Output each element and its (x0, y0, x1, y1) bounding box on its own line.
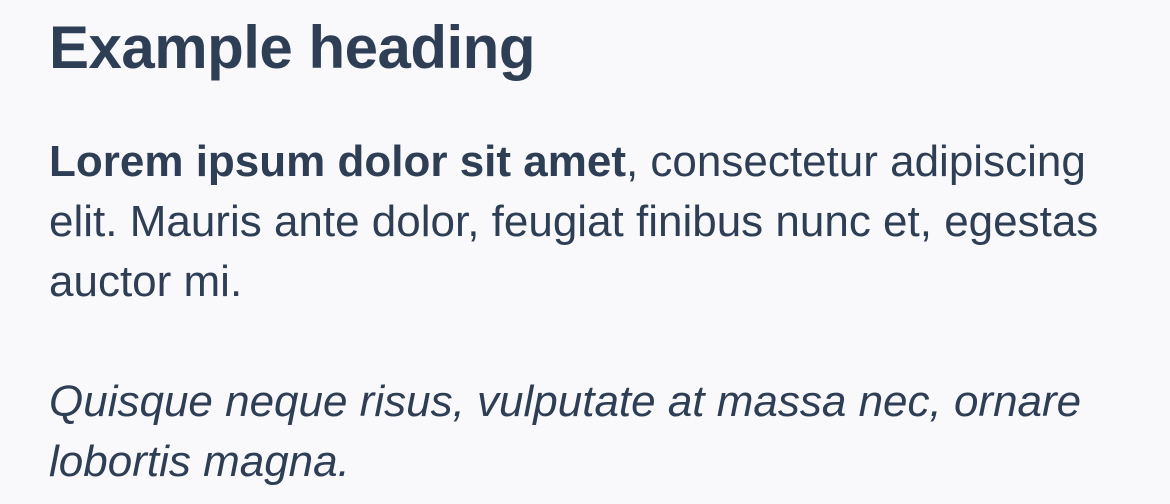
article (49, 0, 1149, 492)
intro-rest-text: , consectetur adipiscing elit. Mauris ante dolor, feugiat finibus nunc et, egestas auctor mi. (49, 137, 1099, 306)
intro-bold-text: Lorem ipsum dolor sit amet (49, 137, 626, 186)
italic-paragraph: Quisque neque risus, vulputate at massa nec, ornare lobortis magna. (49, 377, 1082, 486)
page-heading: Example heading (49, 14, 535, 81)
intro-paragraph (49, 132, 1149, 312)
